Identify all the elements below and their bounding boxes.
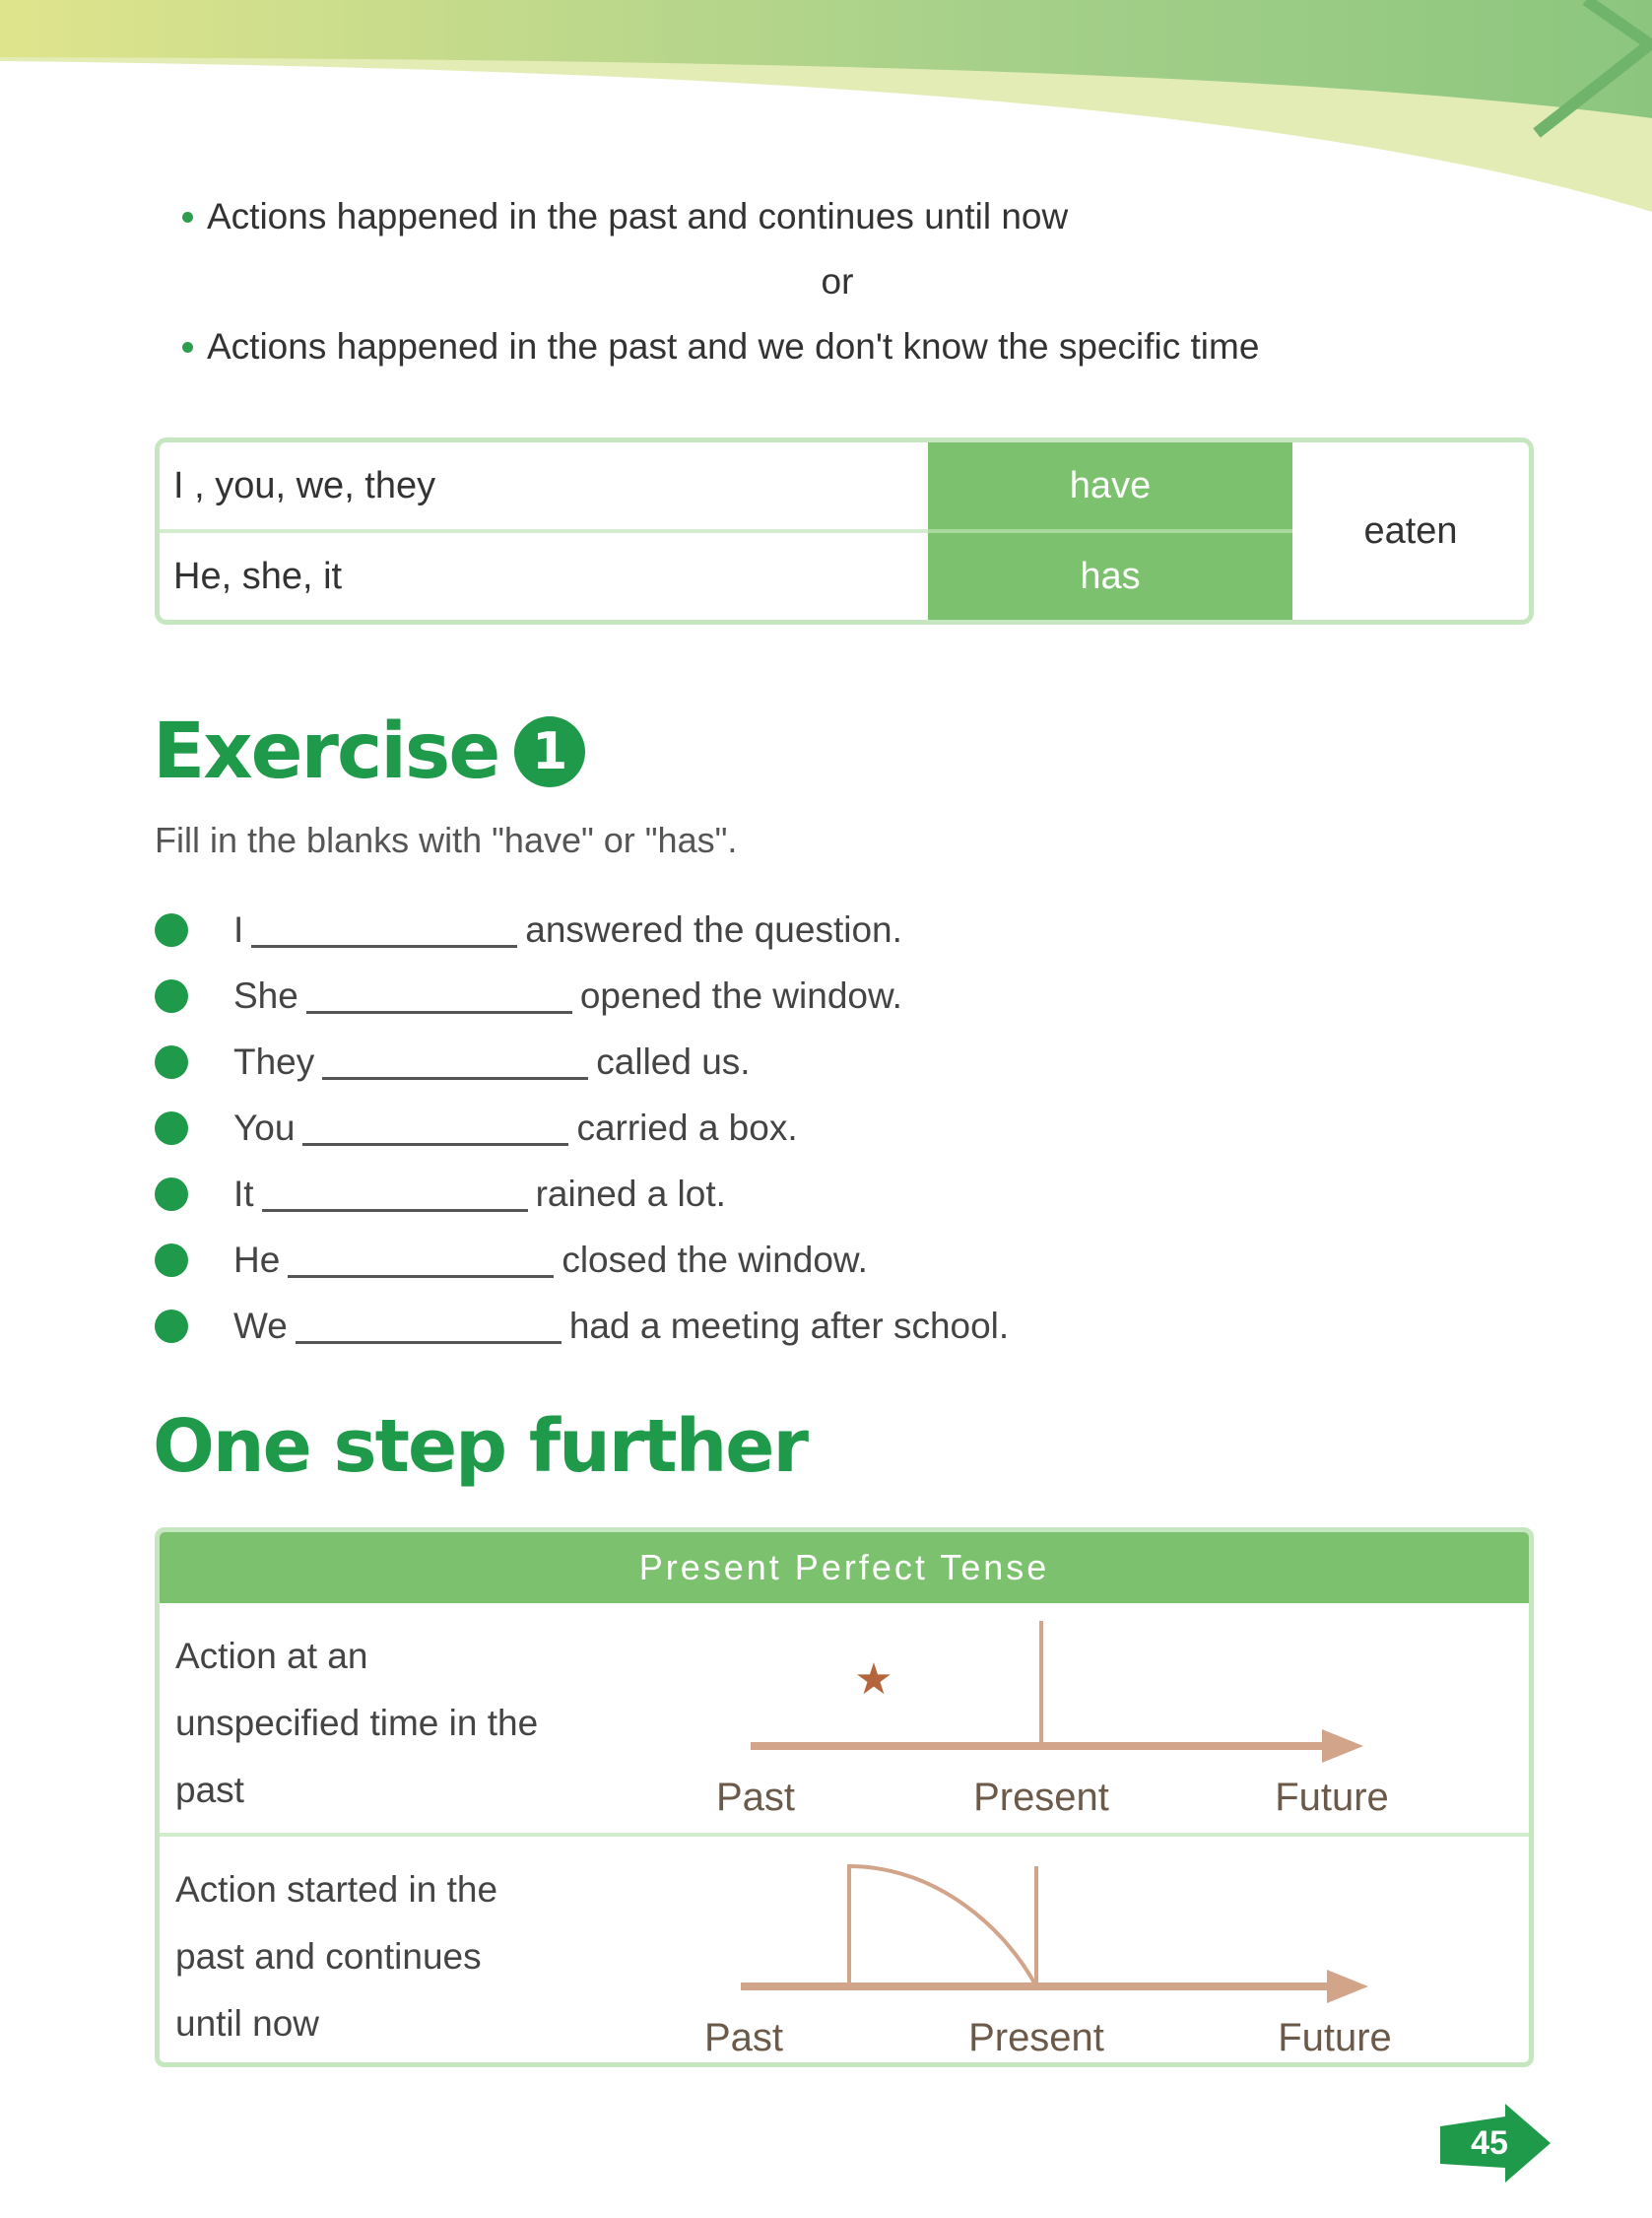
exercise-title: Exercise [153, 707, 499, 796]
exercise-item [155, 1161, 1009, 1227]
exercise-list [155, 897, 1009, 1359]
item-subject: They [233, 1041, 315, 1082]
exercise-instruction: Fill in the blanks with "have" or "has". [155, 820, 738, 860]
subject-cell: I , you, we, they [173, 464, 436, 506]
answer-blank[interactable] [306, 977, 572, 1014]
answer-blank[interactable] [288, 1242, 554, 1278]
intro-bullet-text: Actions happened in the past and continues until now [207, 196, 1069, 236]
green-dot-icon [155, 913, 188, 947]
bullet-dot-icon [182, 212, 193, 223]
answer-blank[interactable] [251, 911, 517, 948]
exercise-heading [153, 707, 585, 796]
table-header: Present Perfect Tense [160, 1532, 1529, 1603]
row-description: Action started in the past and continues until now [175, 1869, 498, 2044]
one-step-further-title: One step further [153, 1404, 807, 1489]
intro-bullet [182, 317, 1492, 376]
exercise-item [155, 1029, 1009, 1095]
green-dot-icon [155, 1177, 188, 1211]
item-subject: She [233, 975, 298, 1016]
item-subject: He [233, 1239, 281, 1280]
intro-bullets [182, 187, 1492, 376]
duration-curve [849, 1866, 1036, 1986]
item-subject: I [233, 908, 244, 950]
auxiliary-column [928, 442, 1292, 620]
item-rest: closed the window. [562, 1239, 868, 1280]
auxiliary-cell: has [928, 529, 1292, 620]
page-number-badge [1428, 2099, 1556, 2187]
label-future: Future [1275, 1776, 1389, 1819]
item-rest: answered the question. [525, 908, 902, 950]
item-subject: It [233, 1173, 254, 1214]
label-future: Future [1278, 2016, 1392, 2059]
conjugation-table [155, 437, 1534, 625]
intro-bullet-text: Actions happened in the past and we don't know the specific time [207, 326, 1260, 367]
item-rest: opened the window. [579, 975, 902, 1016]
intro-bullet [182, 187, 1492, 246]
green-dot-icon [155, 1310, 188, 1343]
timeline-diagram [160, 1603, 1529, 1833]
timeline-diagram [160, 1837, 1529, 2066]
subject-column [160, 442, 928, 620]
item-rest: had a meeting after school. [568, 1305, 1010, 1346]
exercise-item [155, 1095, 1009, 1161]
row-description: Action at an unspecified time in the past [175, 1636, 539, 1810]
green-dot-icon [155, 1111, 188, 1145]
auxiliary-cell: have [1069, 464, 1152, 506]
or-separator: or [821, 261, 854, 302]
green-dot-icon [155, 1243, 188, 1277]
participle-cell: eaten [1363, 509, 1458, 552]
green-dot-icon [155, 979, 188, 1013]
answer-blank[interactable] [296, 1308, 562, 1344]
exercise-number-badge: 1 [514, 716, 585, 787]
exercise-item [155, 897, 1009, 963]
label-past: Past [703, 2016, 784, 2059]
bullet-dot-icon [182, 342, 193, 353]
arrow-head-icon [1322, 1729, 1363, 1763]
event-star-icon: ★ [854, 1655, 893, 1704]
item-rest: called us. [596, 1041, 751, 1082]
item-subject: We [233, 1305, 288, 1346]
top-banner [0, 0, 1652, 217]
tense-row-unspecified [160, 1603, 1529, 1833]
label-present: Present [968, 2016, 1104, 2059]
present-perfect-table [155, 1527, 1534, 2067]
item-rest: rained a lot. [535, 1173, 726, 1214]
exercise-item [155, 1293, 1009, 1359]
answer-blank[interactable] [302, 1109, 568, 1146]
label-past: Past [715, 1776, 796, 1819]
item-rest: carried a box. [576, 1107, 798, 1148]
exercise-item [155, 1227, 1009, 1293]
page-number: 45 [1471, 2124, 1508, 2162]
green-dot-icon [155, 1045, 188, 1079]
answer-blank[interactable] [262, 1176, 528, 1212]
label-present: Present [973, 1776, 1109, 1819]
subject-cell: He, she, it [160, 529, 928, 620]
answer-blank[interactable] [322, 1043, 588, 1080]
tense-row-continuing [160, 1833, 1529, 2066]
item-subject: You [233, 1107, 296, 1148]
exercise-item [155, 963, 1009, 1029]
arrow-head-icon [1327, 1970, 1368, 2003]
